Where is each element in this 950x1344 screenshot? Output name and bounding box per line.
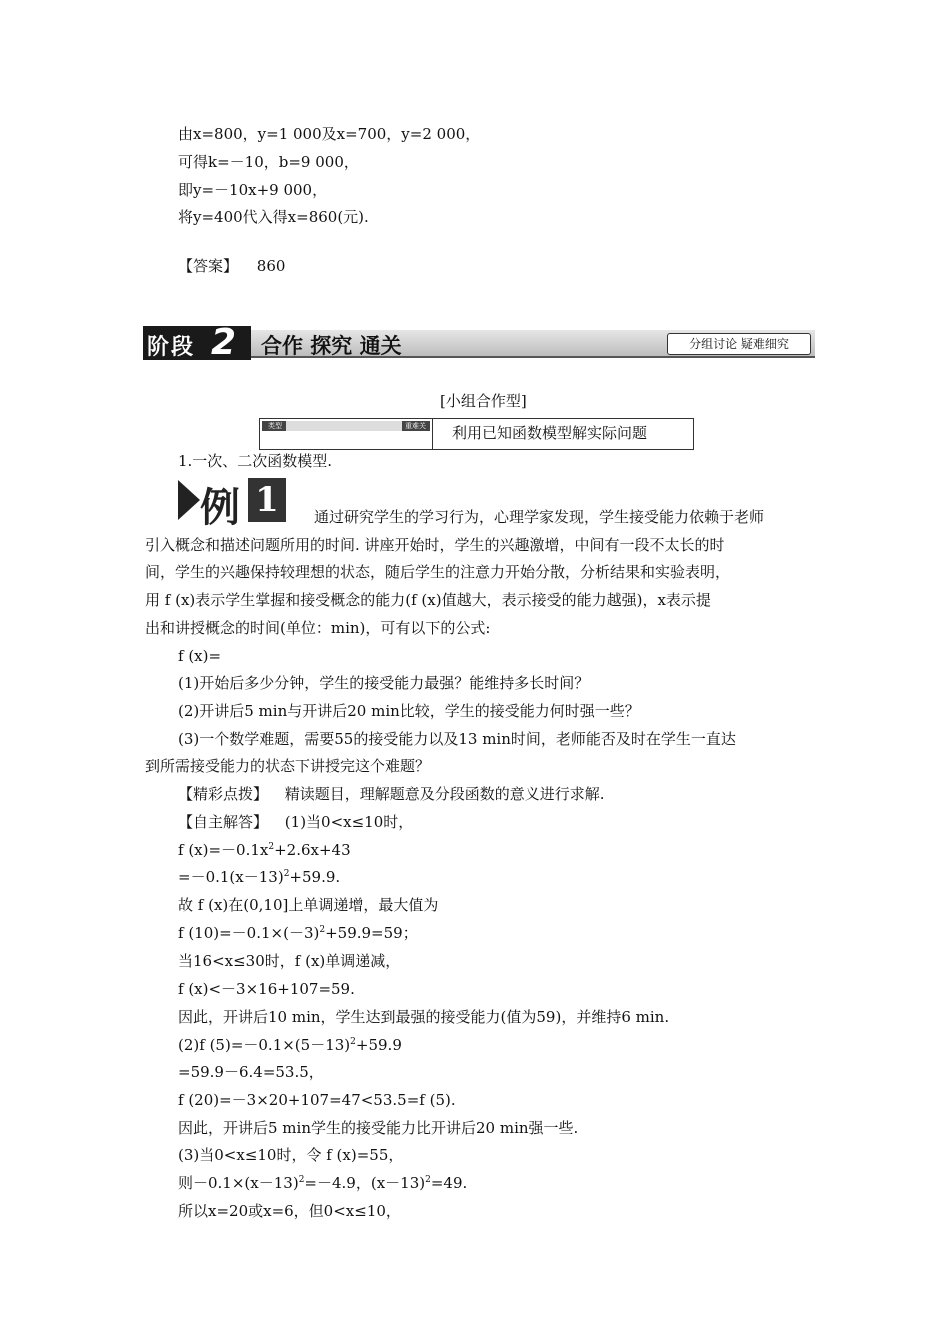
hint-line bbox=[178, 784, 605, 804]
answer-line bbox=[178, 256, 285, 276]
solution-label: 【自主解答】 bbox=[178, 813, 269, 831]
superscript: 2 bbox=[283, 869, 290, 879]
stage-badge bbox=[143, 322, 251, 363]
superscript: 2 bbox=[319, 925, 326, 935]
type-title: 利用已知函数模型解实际问题 bbox=[452, 424, 648, 442]
solution-line-3: 即y=－10x+9 000， bbox=[178, 181, 328, 199]
solution-step-4-b: +59.9=59； bbox=[325, 924, 418, 942]
question-1: (1)开始后多少分钟，学生的接受能力最强？能维持多长时间？ bbox=[178, 674, 590, 692]
solution-step-2 bbox=[178, 867, 340, 887]
solution-start-line bbox=[178, 812, 413, 832]
solution-step-9: =59.9－6.4=53.5， bbox=[178, 1063, 324, 1081]
banner-tag: 分组讨论 疑难细究 bbox=[667, 333, 811, 355]
question-2: (2)开讲后5 min与开讲后20 min比较，学生的接受能力何时强一些？ bbox=[178, 702, 640, 720]
solution-step-11: 因此，开讲后5 min学生的接受能力比开讲后20 min强一些. bbox=[178, 1119, 579, 1137]
hint-label: 【精彩点拨】 bbox=[178, 785, 269, 803]
superscript: 2 bbox=[298, 1175, 305, 1185]
superscript: 2 bbox=[268, 842, 275, 852]
solution-step-2-a: =－0.1(x－13) bbox=[178, 868, 284, 886]
solution-step-6: f (x)<－3×16+107=59. bbox=[178, 980, 355, 998]
example-paragraph-line-1: 通过研究学生的学习行为，心理学家发现，学生接受能力依赖于老师 bbox=[314, 508, 765, 526]
type-strip bbox=[262, 421, 430, 431]
superscript: 2 bbox=[350, 1037, 356, 1047]
example-paragraph-line-2: 引入概念和描述问题所用的时间. 讲座开始时，学生的兴趣激增，中间有一段不太长的时 bbox=[145, 536, 725, 554]
solution-step-4 bbox=[178, 923, 418, 943]
solution-step-2-b: +59.9. bbox=[289, 868, 341, 886]
solution-step-10: f (20)=－3×20+107=47<53.5=f (5). bbox=[178, 1091, 456, 1109]
type-level-label: 重难关 bbox=[405, 422, 426, 430]
question-3-line-1: (3)一个数学难题，需要55的接受能力以及13 min时间，老师能否及时在学生一直达 bbox=[178, 730, 736, 748]
type-label: 类型 bbox=[268, 422, 282, 430]
solution-step-13-c: =49. bbox=[430, 1174, 468, 1192]
example-paragraph-line-5: 出和讲授概念的时间(单位：min)，可有以下的公式: bbox=[145, 619, 491, 637]
stage-label: 阶段 bbox=[147, 335, 196, 360]
solution-step-7: 因此，开讲后10 min，学生达到最强的接受能力(值为59)，并维持6 min. bbox=[178, 1008, 670, 1026]
example-badge bbox=[178, 478, 286, 531]
example-arrow-icon bbox=[178, 480, 200, 520]
example-paragraph-line-4: 用 f (x)表示学生掌握和接受概念的能力(f (x)值越大，表示接受的能力越强)，x表示提 bbox=[145, 591, 711, 609]
solution-step-13-a: 则－0.1×(x－13) bbox=[178, 1174, 299, 1192]
solution-line-4: 将y=400代入得x=860(元). bbox=[178, 208, 369, 226]
hint-text: 精读题目，理解题意及分段函数的意义进行求解. bbox=[284, 785, 605, 803]
stage-number: 2 bbox=[211, 322, 237, 363]
solution-step-4-a: f (10)=－0.1×(－3) bbox=[178, 924, 320, 942]
stage-banner bbox=[143, 322, 815, 363]
formula-line: f (x)= bbox=[178, 647, 222, 665]
example-number-box bbox=[248, 478, 286, 522]
answer-value: 860 bbox=[256, 257, 286, 275]
solution-line-2: 可得k=－10，b=9 000， bbox=[178, 153, 359, 171]
solution-step-13 bbox=[178, 1173, 467, 1193]
solution-step-3: 故 f (x)在(0,10]上单调递增，最大值为 bbox=[178, 896, 439, 914]
solution-step-0: (1)当0<x≤10时， bbox=[284, 813, 414, 831]
solution-step-1 bbox=[178, 840, 351, 860]
solution-step-14: 所以x=20或x=6，但0<x≤10， bbox=[178, 1202, 401, 1220]
solution-step-12: (3)当0<x≤10时，令 f (x)=55， bbox=[178, 1146, 404, 1164]
solution-line-1: 由x=800，y=1 000及x=700，y=2 000， bbox=[178, 125, 481, 143]
group-label: [小组合作型] bbox=[440, 392, 527, 410]
solution-step-1-a: f (x)=－0.1x bbox=[178, 841, 269, 859]
solution-step-8-a: (2)f (5)=－0.1×(5－13) bbox=[178, 1036, 351, 1054]
type-box-left bbox=[260, 419, 433, 449]
solution-step-1-b: +2.6x+43 bbox=[274, 841, 351, 859]
question-3-line-2: 到所需接受能力的状态下讲授完这个难题？ bbox=[145, 757, 431, 775]
solution-step-5: 当16<x≤30时，f (x)单调递减， bbox=[178, 952, 401, 970]
example-number: 1 bbox=[255, 480, 279, 520]
solution-step-8-b: +59.9 bbox=[355, 1036, 402, 1054]
type-box bbox=[259, 418, 694, 450]
superscript: 2 bbox=[425, 1175, 431, 1185]
example-paragraph-line-3: 间，学生的兴趣保持较理想的状态，随后学生的注意力开始分散，分析结果和实验表明， bbox=[145, 563, 731, 581]
answer-label: 【答案】 bbox=[178, 257, 239, 275]
section-heading: 1.一次、二次函数模型. bbox=[178, 452, 333, 470]
banner-title: 合作 探究 通关 bbox=[261, 334, 402, 358]
example-char: 例 bbox=[200, 485, 240, 531]
solution-step-8 bbox=[178, 1035, 402, 1055]
solution-step-13-b: =－4.9，(x－13) bbox=[304, 1174, 426, 1192]
